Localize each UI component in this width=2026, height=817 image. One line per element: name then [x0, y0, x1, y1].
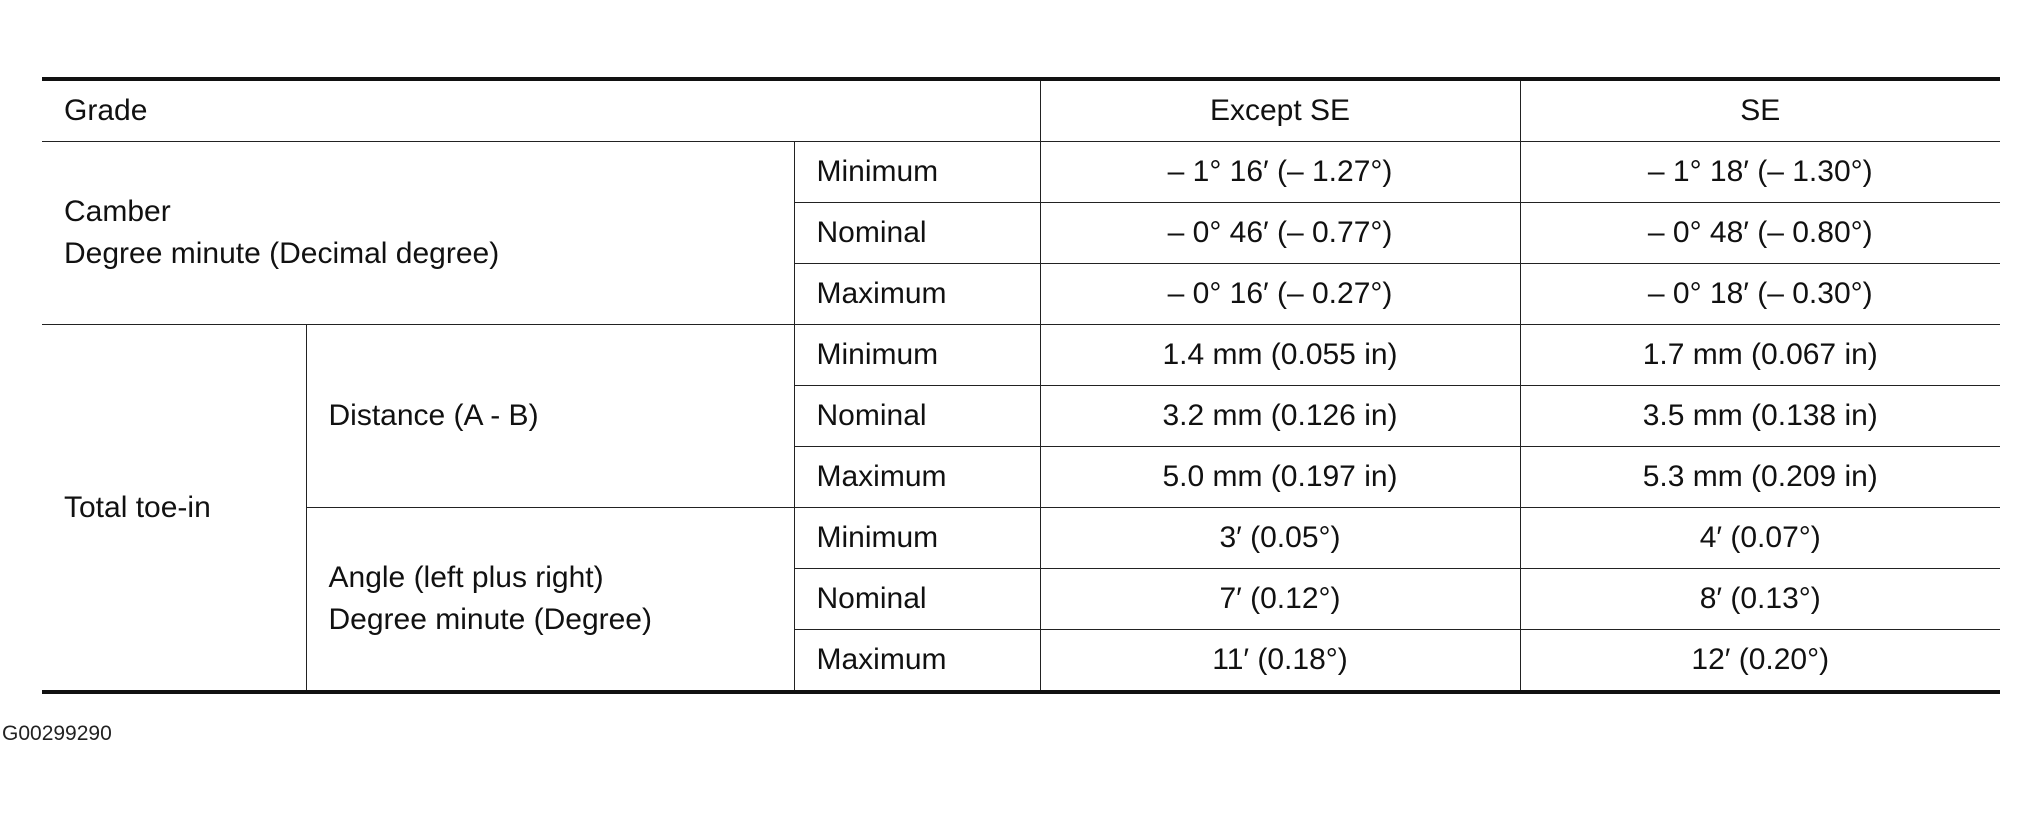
se-value: 3.5 mm (0.138 in) — [1520, 386, 2000, 447]
level-label: Nominal — [794, 386, 1040, 447]
se-value: 5.3 mm (0.209 in) — [1520, 447, 2000, 508]
table-row — [42, 142, 2000, 203]
header-row — [42, 79, 2000, 142]
angle-unit: Degree minute (Degree) — [328, 603, 652, 636]
se-header: SE — [1520, 79, 2000, 142]
grade-header: Grade — [42, 79, 1040, 142]
level-label: Minimum — [794, 142, 1040, 203]
except-se-value: 3′ (0.05°) — [1040, 508, 1520, 569]
except-se-value: 1.4 mm (0.055 in) — [1040, 325, 1520, 386]
level-label: Maximum — [794, 630, 1040, 693]
except-se-value: – 1° 16′ (– 1.27°) — [1040, 142, 1520, 203]
table-row — [42, 325, 2000, 386]
alignment-spec-table — [42, 77, 2000, 694]
se-value: 1.7 mm (0.067 in) — [1520, 325, 2000, 386]
except-se-value: 7′ (0.12°) — [1040, 569, 1520, 630]
level-label: Minimum — [794, 508, 1040, 569]
except-se-value: – 0° 46′ (– 0.77°) — [1040, 203, 1520, 264]
se-value: 4′ (0.07°) — [1520, 508, 2000, 569]
except-se-value: 5.0 mm (0.197 in) — [1040, 447, 1520, 508]
se-value: – 0° 48′ (– 0.80°) — [1520, 203, 2000, 264]
se-value: – 1° 18′ (– 1.30°) — [1520, 142, 2000, 203]
level-label: Maximum — [794, 447, 1040, 508]
except-se-value: – 0° 16′ (– 0.27°) — [1040, 264, 1520, 325]
se-value: 8′ (0.13°) — [1520, 569, 2000, 630]
camber-label — [42, 142, 794, 325]
level-label: Nominal — [794, 569, 1040, 630]
except-se-header: Except SE — [1040, 79, 1520, 142]
se-value: – 0° 18′ (– 0.30°) — [1520, 264, 2000, 325]
level-label: Minimum — [794, 325, 1040, 386]
except-se-value: 3.2 mm (0.126 in) — [1040, 386, 1520, 447]
distance-label: Distance (A - B) — [306, 325, 794, 508]
level-label: Nominal — [794, 203, 1040, 264]
angle-label — [306, 508, 794, 693]
camber-title: Camber — [64, 195, 171, 228]
se-value: 12′ (0.20°) — [1520, 630, 2000, 693]
except-se-value: 11′ (0.18°) — [1040, 630, 1520, 693]
table-row — [42, 508, 2000, 569]
figure-id: G00299290 — [2, 722, 112, 745]
toe-in-label: Total toe-in — [42, 325, 306, 693]
level-label: Maximum — [794, 264, 1040, 325]
angle-title: Angle (left plus right) — [328, 561, 604, 594]
camber-unit: Degree minute (Decimal degree) — [64, 237, 500, 270]
